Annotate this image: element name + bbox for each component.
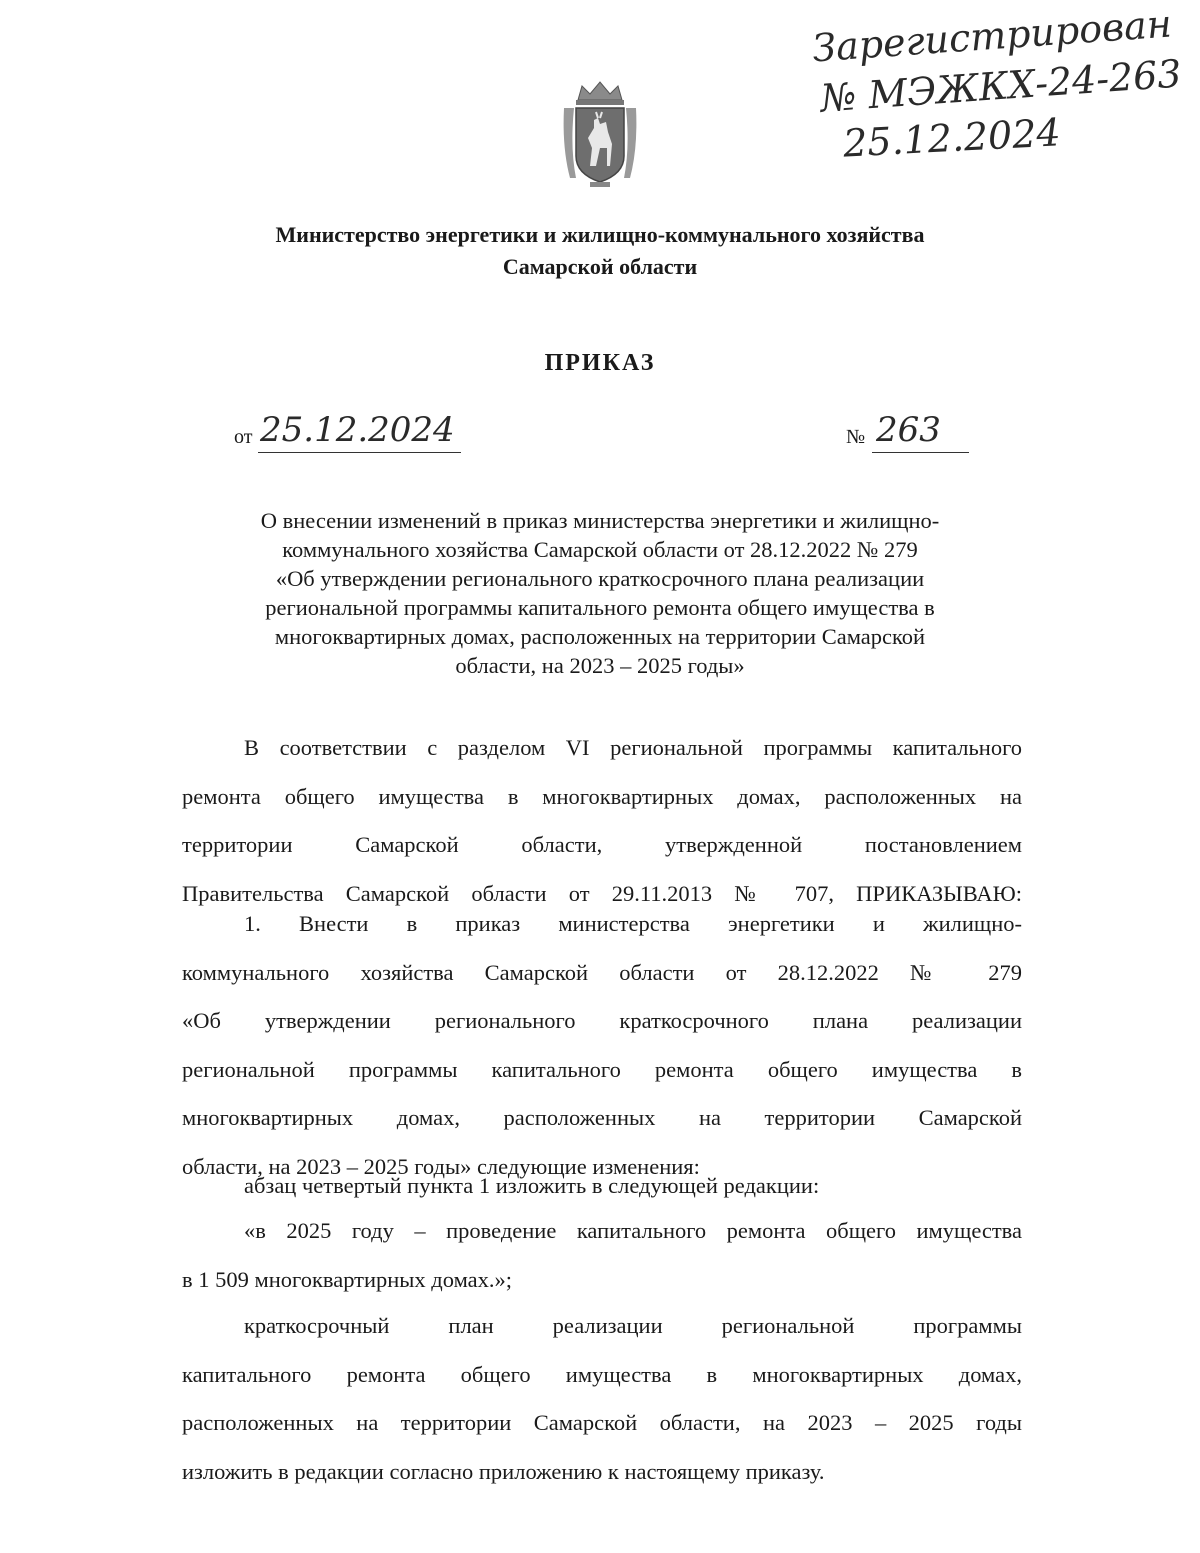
paragraph-line: Правительства Самарской области от 29.11.2013 № 707, ПРИКАЗЫВАЮ:	[182, 880, 1022, 906]
order-number-value: 263	[872, 408, 969, 453]
paragraph-line: краткосрочный план реализации региональной программы	[244, 1313, 1022, 1338]
subject-line: региональной программы капитального ремонта общего имущества в	[265, 595, 935, 620]
paragraph-amendment-text	[182, 1207, 1022, 1304]
paragraph-line: расположенных на территории Самарской области, на 2023 – 2025 годы	[182, 1410, 1022, 1435]
registration-stamp-line2: № МЭЖКХ-24-263	[818, 51, 1183, 121]
paragraph-preamble	[182, 724, 1022, 918]
paragraph-line: «Об утверждении регионального краткосрочного плана реализации	[182, 1008, 1022, 1033]
paragraph-line: абзац четвертый пункта 1 изложить в следующей редакции:	[244, 1173, 820, 1198]
paragraph-line: коммунального хозяйства Самарской области от 28.12.2022 № 279	[182, 959, 1022, 985]
ministry-name-line1: Министерство энергетики и жилищно-коммунального хозяйства	[275, 222, 925, 247]
ministry-name-line2: Самарской области	[502, 254, 698, 279]
paragraph-line: В соответствии с разделом VI региональной программы капитального	[244, 735, 1022, 760]
paragraph-line: региональной программы капитального ремонта общего имущества в	[182, 1056, 1022, 1082]
order-number-prefix: №	[846, 426, 866, 448]
paragraph-line: многоквартирных домах, расположенных на территории Самарской	[182, 1105, 1022, 1130]
paragraph-line: в 1 509 многоквартирных домах.»;	[182, 1266, 513, 1292]
order-date-value: 25.12.2024	[258, 408, 461, 453]
order-date-prefix: от	[234, 426, 253, 448]
order-date	[234, 408, 454, 458]
paragraph-line: 1. Внести в приказ министерства энергетики и жилищно-	[244, 911, 1022, 936]
registration-stamp-line3: 25.12.2024	[841, 110, 1062, 166]
subject-line: О внесении изменений в приказ министерства энергетики и жилищно-	[260, 508, 940, 533]
paragraph-line: «в 2025 году – проведение капитального ремонта общего имущества	[244, 1218, 1022, 1243]
samara-coat-of-arms-icon	[560, 78, 640, 190]
subject-line: коммунального хозяйства Самарской области от 28.12.2022 № 279	[282, 537, 918, 562]
subject-line: «Об утверждении регионального краткосрочного плана реализации	[275, 566, 925, 591]
paragraph-amendment-intro	[182, 1162, 1022, 1211]
paragraph-line: изложить в редакции согласно приложению к настоящему приказу.	[182, 1458, 825, 1484]
order-title: ПРИКАЗ	[544, 350, 656, 376]
order-number	[846, 408, 986, 458]
paragraph-line: ремонта общего имущества в многоквартирных домах, расположенных на	[182, 783, 1022, 809]
paragraph-line: территории Самарской области, утвержденной постановлением	[182, 832, 1022, 857]
subject-line: многоквартирных домах, расположенных на территории Самарской	[274, 624, 926, 649]
subject-line: области, на 2023 – 2025 годы»	[455, 653, 745, 678]
paragraph-item-1	[182, 900, 1022, 1191]
paragraph-line: капитального ремонта общего имущества в многоквартирных домах,	[182, 1361, 1022, 1387]
order-subject	[200, 506, 1000, 680]
paragraph-line: области, на 2023 – 2025 годы» следующие изменения:	[182, 1153, 700, 1179]
registration-stamp-line1: Зарегистрирован	[810, 1, 1174, 71]
paragraph-plan-amendment	[182, 1302, 1022, 1496]
